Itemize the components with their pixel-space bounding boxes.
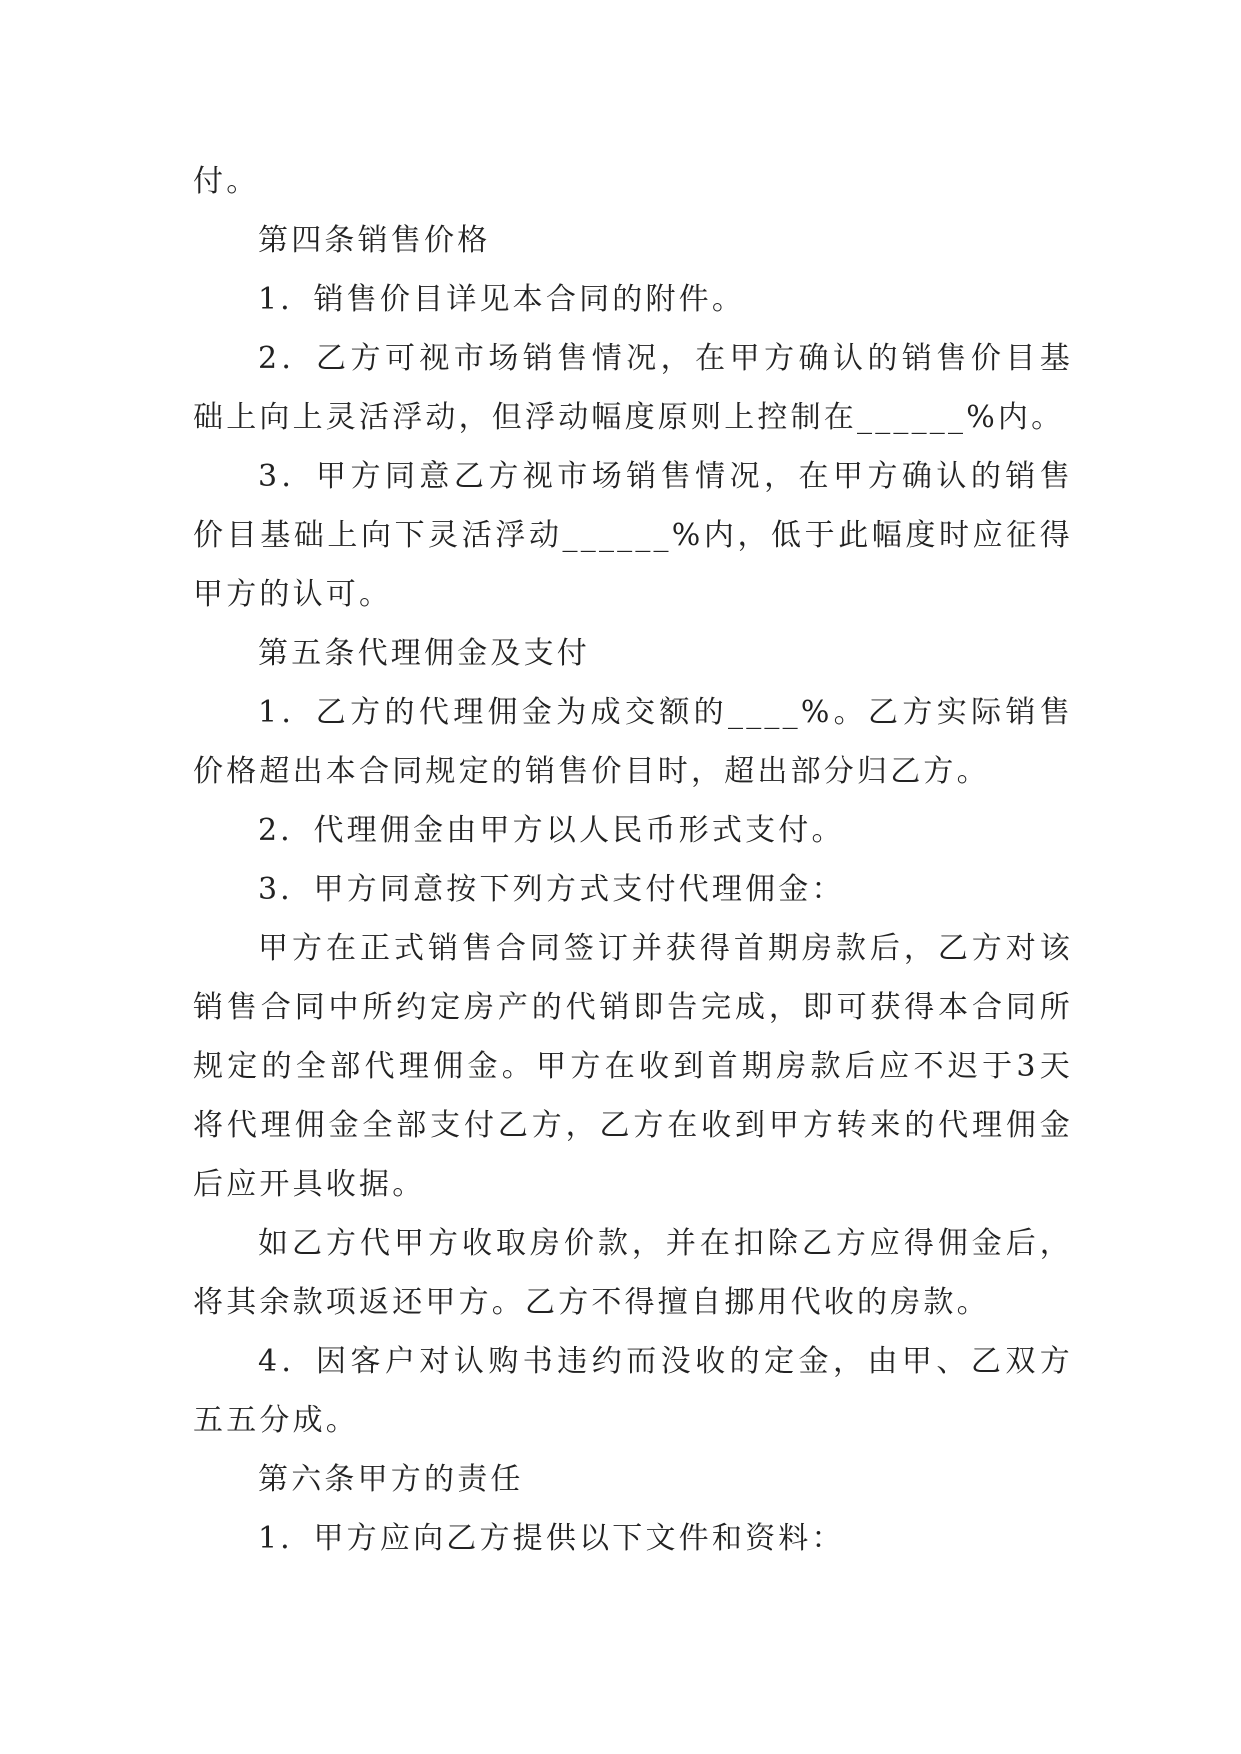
- document-body: [193, 152, 1073, 1568]
- article-4-clause-1: 1．销售价目详见本合同的附件。: [258, 282, 746, 317]
- paragraph-continuation: 付。: [193, 164, 260, 199]
- article-4-clause-3: 3．甲方同意乙方视市场销售情况，在甲方确认的销售价目基础上向下灵活浮动______%内，低于此幅度时应征得甲方的认可。: [193, 459, 1073, 612]
- article-5-heading: 第五条代理佣金及支付: [258, 636, 590, 671]
- article-5-clause-4: 4．因客户对认购书违约而没收的定金，由甲、乙双方五五分成。: [193, 1344, 1073, 1438]
- article-5-clause-1: 1．乙方的代理佣金为成交额的____%。乙方实际销售价格超出本合同规定的销售价目时，超出部分归乙方。: [193, 695, 1073, 789]
- article-5-clause-3-detail: 甲方在正式销售合同签订并获得首期房款后，乙方对该销售合同中所约定房产的代销即告完成，即可获得本合同所规定的全部代理佣金。甲方在收到首期房款后应不迟于3天将代理佣金全部支付乙方，乙方在收到甲方转来的代理佣金后应开具收据。: [193, 931, 1073, 1202]
- article-5-clause-2: 2．代理佣金由甲方以人民币形式支付。: [258, 813, 845, 848]
- article-6-heading: 第六条甲方的责任: [258, 1462, 524, 1497]
- article-5-clause-3: 3．甲方同意按下列方式支付代理佣金：: [258, 872, 845, 907]
- article-5-clause-3-payment-collection: 如乙方代甲方收取房价款，并在扣除乙方应得佣金后，将其余款项返还甲方。乙方不得擅自挪用代收的房款。: [193, 1226, 1073, 1320]
- article-6-clause-1: 1．甲方应向乙方提供以下文件和资料：: [258, 1521, 845, 1556]
- article-4-clause-2: 2．乙方可视市场销售情况，在甲方确认的销售价目基础上向上灵活浮动，但浮动幅度原则上控制在______%内。: [193, 341, 1073, 435]
- article-4-heading: 第四条销售价格: [258, 223, 491, 258]
